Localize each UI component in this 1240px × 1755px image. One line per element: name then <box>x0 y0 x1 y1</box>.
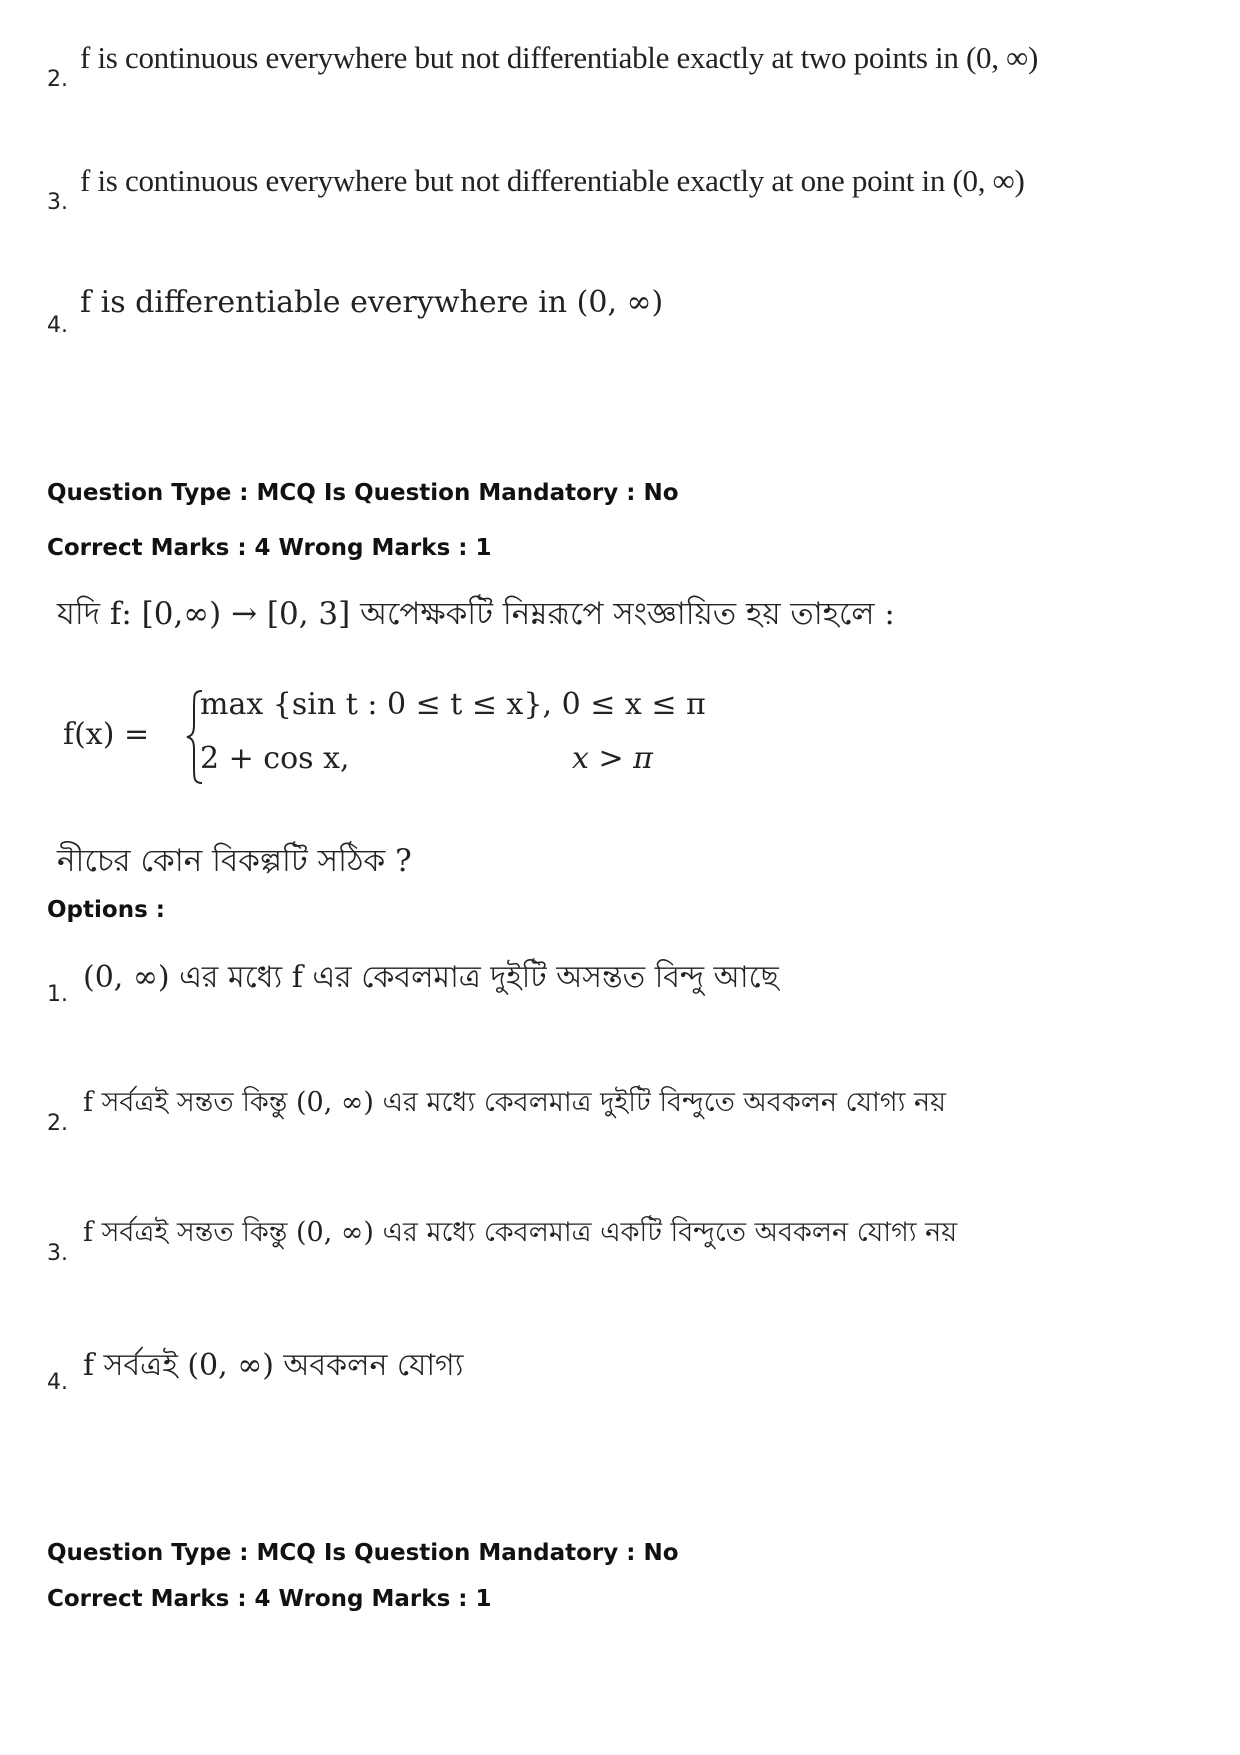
formula-lhs: f(x) = <box>63 717 150 752</box>
marks-line: Correct Marks : 4 Wrong Marks : 1 <box>47 535 492 561</box>
formula-case-2-condition: x > π <box>572 741 653 776</box>
option-text: f সর্বত্রই সন্তত কিন্তু (0, ∞) এর মধ্যে কেবলমাত্র একটি বিন্দুতে অবকলন যোগ্য নয় <box>83 1217 958 1248</box>
option-number: 3. <box>47 190 68 215</box>
formula-case-2-expr: 2 + cos x, <box>200 741 350 776</box>
option-number: 2. <box>47 67 68 92</box>
option-text: (0, ∞) এর মধ্যে f এর কেবলমাত্র দুইটি অসন্তত বিন্দু আছে <box>83 960 779 995</box>
option-text: f is continuous everywhere but not differentiable exactly at one point in (0, ∞) <box>80 163 1025 198</box>
option-text: f সর্বত্রই (0, ∞) অবকলন যোগ্য <box>83 1348 464 1383</box>
option-text: f is continuous everywhere but not differentiable exactly at two points in (0, ∞) <box>80 40 1038 75</box>
option-number: 2. <box>47 1111 68 1136</box>
option-number: 4. <box>47 1370 68 1395</box>
next-marks-line: Correct Marks : 4 Wrong Marks : 1 <box>47 1586 492 1612</box>
next-question-type-line: Question Type : MCQ Is Question Mandatory : No <box>47 1540 679 1566</box>
option-number: 3. <box>47 1241 68 1266</box>
option-number: 4. <box>47 313 68 338</box>
question-intro: যদি f: [0,∞) → [0, 3] অপেক্ষকটি নিম্নরূপে সংজ্ঞায়িত হয় তাহলে : <box>57 596 895 632</box>
option-text: f সর্বত্রই সন্তত কিন্তু (0, ∞) এর মধ্যে কেবলমাত্র দুইটি বিন্দুতে অবকলন যোগ্য নয় <box>83 1087 947 1118</box>
options-label: Options : <box>47 897 165 923</box>
question-type-line: Question Type : MCQ Is Question Mandatory : No <box>47 480 679 506</box>
option-text: f is differentiable everywhere in (0, ∞) <box>80 285 664 320</box>
option-number: 1. <box>47 982 68 1007</box>
formula-case-1: max {sin t : 0 ≤ t ≤ x}, 0 ≤ x ≤ π <box>200 687 706 722</box>
question-prompt: নীচের কোন বিকল্পটি সঠিক ? <box>57 843 412 879</box>
